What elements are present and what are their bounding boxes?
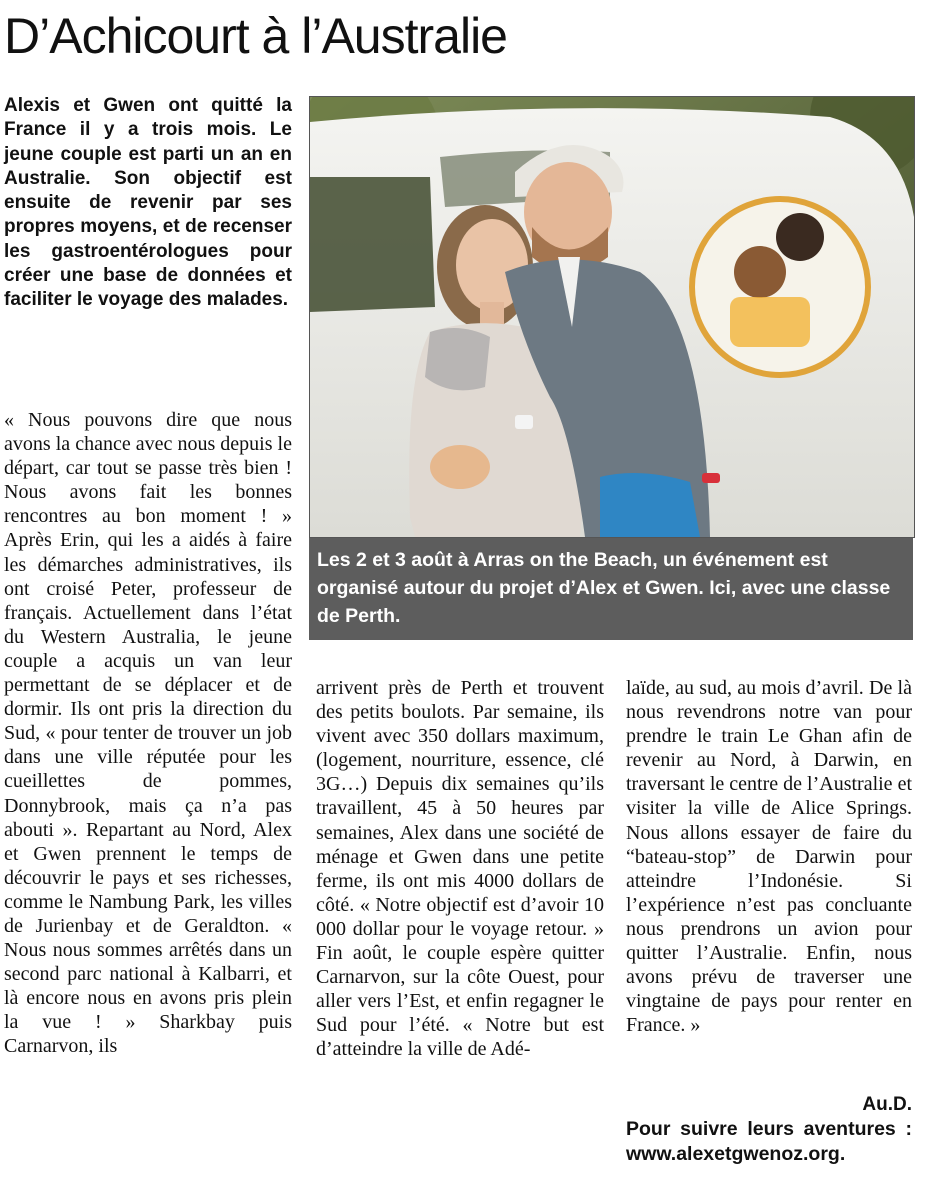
photo-couple-in-front-of-van — [310, 97, 914, 537]
follow-link-text: Pour suivre leurs aventures : www.alexetgwenoz.org. — [626, 1118, 912, 1165]
article-photo — [309, 96, 915, 538]
body-column-2 — [316, 676, 604, 1062]
author-signature: Au.D. — [862, 1094, 912, 1115]
headline: D’Achicourt à l’Australie — [4, 8, 507, 64]
body-column-3 — [626, 676, 912, 1037]
lead-paragraph: Alexis et Gwen ont quitté la France il y a trois mois. Le jeune couple est parti un an en Australie. Son objectif est ensuite de revenir par ses propres moyens, et de recenser les gastroentérologues pour créer une base de données et faciliter le voyage des malades. — [4, 95, 292, 311]
body-text-3: laïde, au sud, au mois d’avril. De là nous revendrons notre van pour prendre le train Le Ghan afin de revenir au Nord, à Darwin, en traversant le centre de l’Australie et visiter la ville de Alice Springs. Nous allons essayer de faire du “bateau-stop” de Darwin pour atteindre l’Indonésie. Si l’expérience n’est pas concluante nous prendrons un avion pour quitter l’Australie. Enfin, nous avons prévu de traverser une vingtaine de pays pour renter en France. » — [626, 677, 912, 1037]
photo-caption: Les 2 et 3 août à Arras on the Beach, un événement est organisé autour du projet d’Alex et Gwen. Ici, avec une classe de Perth. — [309, 538, 913, 640]
body-text-1: « Nous pouvons dire que nous avons la chance avec nous depuis le départ, car tout se passe très bien ! Nous avons fait les bonnes rencontres au bon moment ! » Après Erin, qui les a aidés à faire les démarches administratives, ils ont croisé Peter, professeur de français. Actuellement dans l’état du Western Australia, le jeune couple a acquis un van leur permettant de se déplacer et de dormir. Ils ont pris la direction du Sud, « pour tenter de trouver un job dans une ville réputée pour les cueillettes de pommes, Donnybrook, mais ça n’a pas abouti ». Repartant au Nord, Alex et Gwen prennent le temps de découvrir le pays et ses richesses, comme le Nambung Park, les villes de Jurienbay et de Geraldton. « Nous nous sommes arrêtés dans un second parc national à Kalbarri, et là encore nous en avons pris plein la vue ! » Sharkbay puis Carnarvon, ils — [4, 409, 292, 1058]
body-text-2: arrivent près de Perth et trouvent des petits boulots. Par semaine, ils vivent avec 350 dollars maximum, (logement, nourriture, essence, clé 3G…) Depuis dix semaines qu’ils travaillent, 45 à 50 heures par semaines, Alex dans une société de ménage et Gwen dans une petite ferme, ils ont mis 4000 dollars de côté. « Notre objectif est d’avoir 10 000 dollar pour le voyage retour. » Fin août, le couple espère quitter Carnarvon, sur la côte Ouest, pour aller vers l’Est, et enfin regagner le Sud pour l’été. « Notre but est d’atteindre la ville de Adé- — [316, 677, 604, 1061]
body-column-1 — [4, 408, 292, 1059]
